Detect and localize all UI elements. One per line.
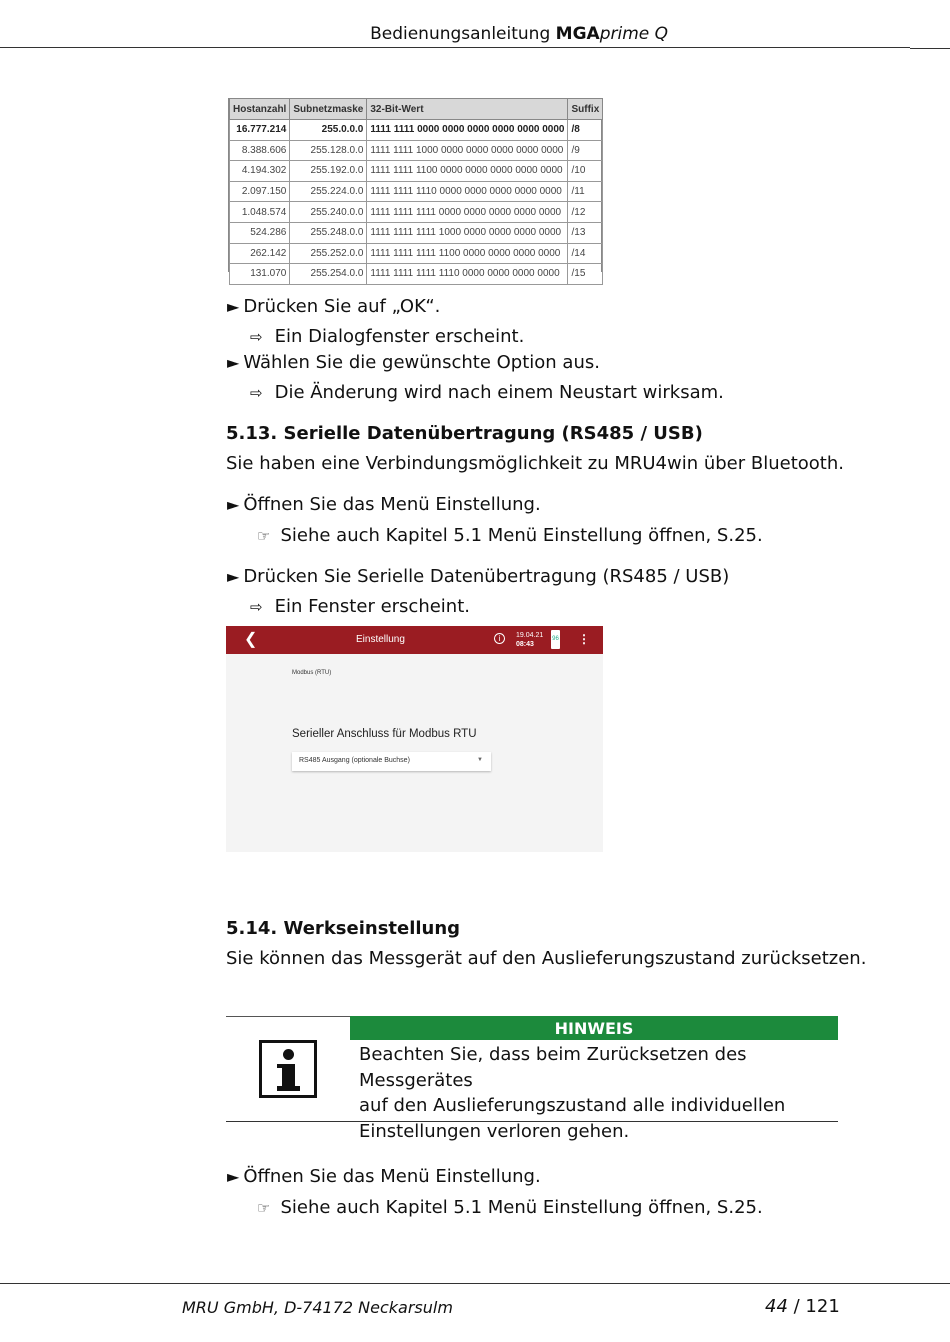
table-cell: 1111 1111 1111 1100 0000 0000 0000 0000 <box>367 243 568 264</box>
table-row <box>230 161 603 182</box>
pointing-hand-icon: ☞ <box>257 1199 271 1217</box>
table-cell: 1111 1111 0000 0000 0000 0000 0000 0000 <box>367 120 568 141</box>
table-header-row <box>230 99 603 120</box>
bullet-triangle-icon: ► <box>227 495 240 514</box>
pointing-hand-icon: ☞ <box>257 527 271 545</box>
result-dialog: ⇨ Ein Dialogfenster erscheint. <box>250 326 525 347</box>
footer-rule <box>0 1283 950 1284</box>
table-cell: /8 <box>568 120 603 141</box>
table-cell: /13 <box>568 222 603 243</box>
notice-title: HINWEIS <box>350 1016 838 1040</box>
table-cell: 1.048.574 <box>230 202 290 223</box>
table-cell: 524.286 <box>230 222 290 243</box>
step-choose-option: ► Wählen Sie die gewünschte Option aus. <box>227 352 600 373</box>
result-arrow-icon: ⇨ <box>250 598 263 616</box>
table-cell: 8.388.606 <box>230 140 290 161</box>
table-cell: /14 <box>568 243 603 264</box>
header-rule-tail <box>910 48 950 49</box>
column-header: Subnetzmaske <box>290 99 367 120</box>
table-cell: 4.194.302 <box>230 161 290 182</box>
page-number: 44 / 121 <box>765 1296 840 1317</box>
table-cell: /12 <box>568 202 603 223</box>
back-arrow-icon[interactable]: ❮ <box>244 631 258 648</box>
information-icon <box>259 1040 317 1098</box>
table-cell: 255.248.0.0 <box>290 222 367 243</box>
step-open-menu: ► Öffnen Sie das Menü Einstellung. <box>227 494 541 515</box>
section-intro-5-14: Sie können das Messgerät auf den Auslieferungszustand zurücksetzen. <box>226 948 867 969</box>
table-cell: 1111 1111 1110 0000 0000 0000 0000 0000 <box>367 181 568 202</box>
table-cell: /10 <box>568 161 603 182</box>
table-cell: 1111 1111 1100 0000 0000 0000 0000 0000 <box>367 161 568 182</box>
notice-bottom-rule <box>226 1121 838 1122</box>
column-header: 32-Bit-Wert <box>367 99 568 120</box>
section-heading-5-13: 5.13. Serielle Datenübertragung (RS485 / USB) <box>226 423 703 444</box>
notice-text: Beachten Sie, dass beim Zurücksetzen des Messgerätes auf den Auslieferungszustand alle individuellen Einstellungen verloren gehen. <box>359 1044 786 1142</box>
table-row <box>230 120 603 141</box>
date-time: 19.04.21 08:43 <box>516 632 544 648</box>
select-value: RS485 Ausgang (optionale Buchse) <box>299 757 410 764</box>
table-cell: 255.252.0.0 <box>290 243 367 264</box>
more-vertical-icon[interactable]: ⋮ <box>578 632 590 646</box>
table-cell: 255.0.0.0 <box>290 120 367 141</box>
table-row <box>230 264 603 285</box>
battery-icon: 96 <box>551 630 560 649</box>
table-cell: 1111 1111 1111 1000 0000 0000 0000 0000 <box>367 222 568 243</box>
result-window: ⇨ Ein Fenster erscheint. <box>250 596 470 617</box>
bullet-triangle-icon: ► <box>227 353 240 372</box>
table-row <box>230 243 603 264</box>
bullet-triangle-icon: ► <box>227 1167 240 1186</box>
table-cell: 262.142 <box>230 243 290 264</box>
step-open-menu-2: ► Öffnen Sie das Menü Einstellung. <box>227 1166 541 1187</box>
app-screenshot <box>226 626 603 852</box>
app-title: Einstellung <box>356 634 405 645</box>
table-cell: 1111 1111 1111 0000 0000 0000 0000 0000 <box>367 202 568 223</box>
serial-port-label: Serieller Anschluss für Modbus RTU <box>292 728 477 740</box>
column-header: Suffix <box>568 99 603 120</box>
page-header <box>0 0 950 50</box>
table-row <box>230 181 603 202</box>
table-cell: 2.097.150 <box>230 181 290 202</box>
app-title-bar <box>226 626 603 654</box>
table-cell: 255.240.0.0 <box>290 202 367 223</box>
result-restart: ⇨ Die Änderung wird nach einem Neustart wirksam. <box>250 382 724 403</box>
app-section-label: Modbus (RTU) <box>292 670 332 676</box>
section-intro-5-13: Sie haben eine Verbindungsmöglichkeit zu MRU4win über Bluetooth. <box>226 453 844 474</box>
header-title: Bedienungsanleitung MGAprime Q <box>370 24 668 44</box>
table-row <box>230 202 603 223</box>
see-also-reference: ☞ Siehe auch Kapitel 5.1 Menü Einstellung öffnen, S.25. <box>257 525 763 546</box>
table-cell: /15 <box>568 264 603 285</box>
footer-company: MRU GmbH, D-74172 Neckarsulm <box>182 1298 453 1317</box>
table-cell: 255.254.0.0 <box>290 264 367 285</box>
table-cell: 255.224.0.0 <box>290 181 367 202</box>
table-cell: /9 <box>568 140 603 161</box>
table-cell: 1111 1111 1111 1110 0000 0000 0000 0000 <box>367 264 568 285</box>
header-rule <box>0 47 910 48</box>
serial-port-select[interactable] <box>292 752 491 771</box>
section-heading-5-14: 5.14. Werkseinstellung <box>226 918 461 939</box>
dropdown-caret-icon: ▼ <box>477 757 483 763</box>
result-arrow-icon: ⇨ <box>250 384 263 402</box>
table-cell: 16.777.214 <box>230 120 290 141</box>
step-press-serial: ► Drücken Sie Serielle Datenübertragung (RS485 / USB) <box>227 566 730 587</box>
bullet-triangle-icon: ► <box>227 567 240 586</box>
subnet-table-image <box>228 98 602 280</box>
table-cell: 131.070 <box>230 264 290 285</box>
table-row <box>230 140 603 161</box>
table-cell: 1111 1111 1000 0000 0000 0000 0000 0000 <box>367 140 568 161</box>
step-press-ok: ► Drücken Sie auf „OK“. <box>227 296 441 317</box>
notice-box <box>226 1016 838 1142</box>
bullet-triangle-icon: ► <box>227 297 240 316</box>
table-cell: 255.192.0.0 <box>290 161 367 182</box>
table-cell: 255.128.0.0 <box>290 140 367 161</box>
table-cell: /11 <box>568 181 603 202</box>
notice-top-rule <box>226 1016 350 1017</box>
info-icon[interactable]: i <box>494 633 505 644</box>
column-header: Hostanzahl <box>230 99 290 120</box>
table-row <box>230 222 603 243</box>
see-also-reference-2: ☞ Siehe auch Kapitel 5.1 Menü Einstellung öffnen, S.25. <box>257 1197 763 1218</box>
result-arrow-icon: ⇨ <box>250 328 263 346</box>
subnet-table <box>229 98 603 285</box>
